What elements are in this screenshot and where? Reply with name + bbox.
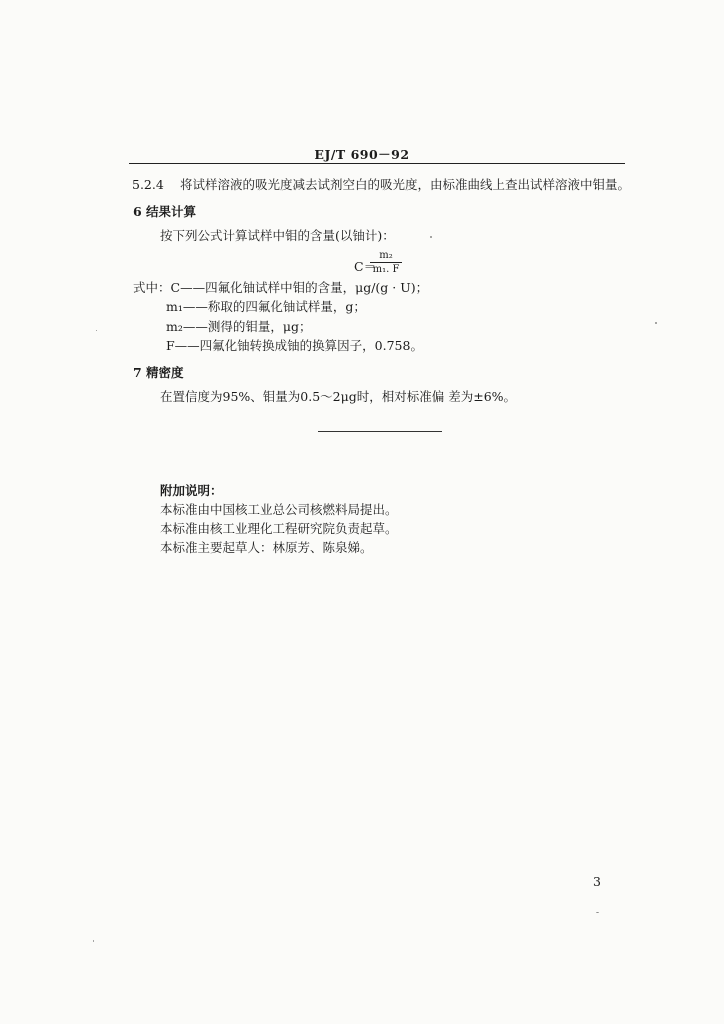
formula-numerator: m₂ bbox=[379, 250, 393, 261]
section-6-intro: 按下列公式计算试样中钼的含量(以铀计)： bbox=[160, 228, 395, 243]
section-5-2-4-number: 5.2.4 bbox=[132, 177, 164, 192]
scan-speck bbox=[93, 940, 94, 942]
section-6-heading: 6 结果计算 bbox=[133, 204, 197, 219]
scan-speck bbox=[596, 912, 599, 913]
scan-speck bbox=[430, 236, 432, 238]
definition-m1: m₁——称取的四氟化铀试样量，g； bbox=[166, 299, 366, 314]
notes-line: 本标准由中国核工业总公司核燃料局提出。 bbox=[160, 502, 398, 517]
formula-denominator: m₁. F bbox=[372, 264, 400, 275]
formula-fraction bbox=[370, 250, 402, 275]
end-rule bbox=[318, 431, 442, 432]
definition-f: F——四氟化铀转换成铀的换算因子，0.758。 bbox=[166, 338, 423, 353]
formula-lhs: C＝ bbox=[354, 259, 377, 274]
notes-title: 附加说明： bbox=[160, 483, 223, 498]
section-7-heading: 7 精密度 bbox=[133, 365, 184, 380]
notes-line: 本标准主要起草人：林原芳、陈泉娣。 bbox=[160, 540, 373, 555]
section-7-text: 在置信度为95%、钼量为0.5～2μg时，相对标准偏 差为±6%。 bbox=[160, 389, 517, 404]
definition-m2: m₂——测得的钼量，μg； bbox=[166, 319, 312, 334]
page-number: 3 bbox=[593, 874, 601, 889]
fraction-bar bbox=[370, 262, 402, 263]
definition-c: 式中：C——四氟化铀试样中钼的含量，μg/(g · U)； bbox=[133, 280, 429, 295]
notes-line: 本标准由核工业理化工程研究院负责起草。 bbox=[160, 521, 398, 536]
section-5-2-4-text: 将试样溶液的吸光度减去试剂空白的吸光度，由标准曲线上查出试样溶液中钼量。 bbox=[180, 177, 631, 192]
header-rule bbox=[129, 163, 625, 164]
scan-speck bbox=[96, 330, 97, 331]
document-code: EJ/T 690－92 bbox=[314, 147, 410, 162]
scan-speck bbox=[655, 322, 657, 324]
